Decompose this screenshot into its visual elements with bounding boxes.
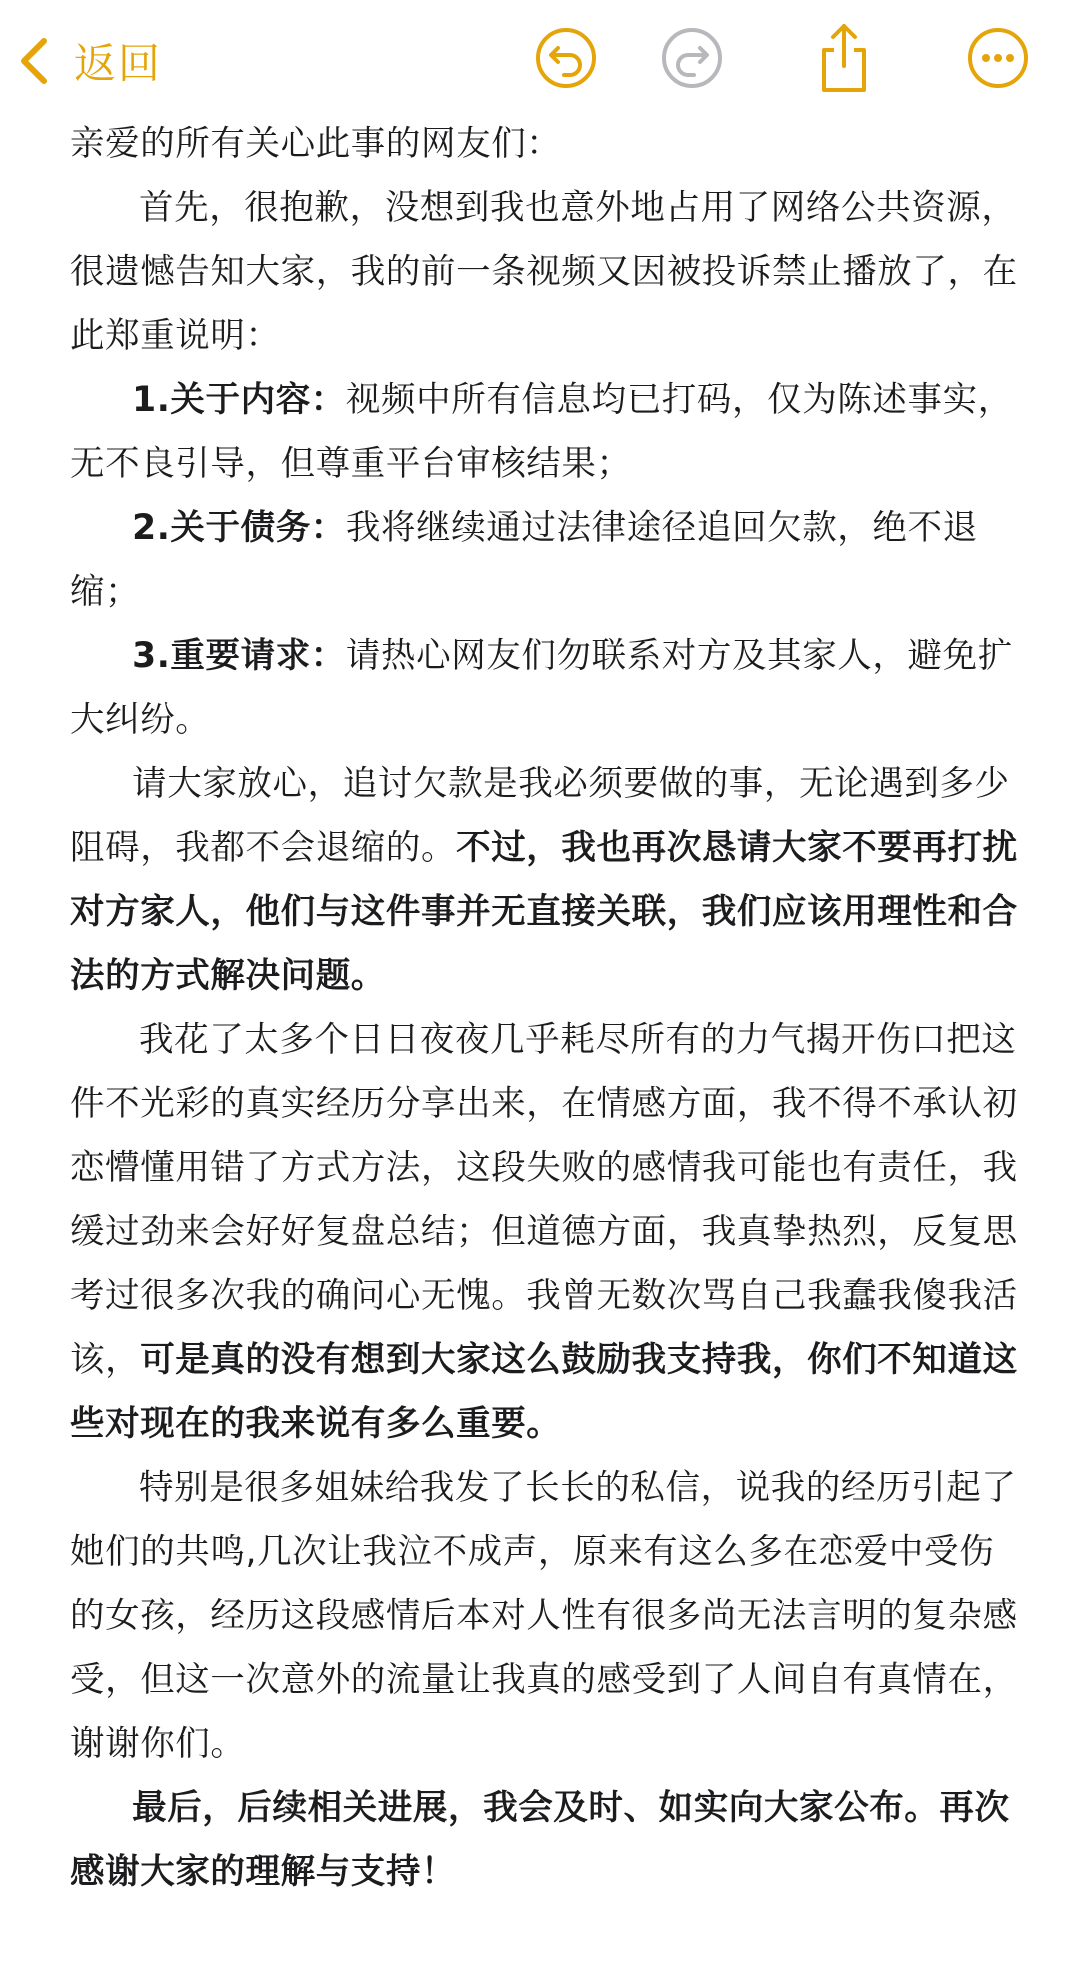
item-request-text: 请热心网友们勿联系对方及其家人，避免扩大纠纷。 — [70, 636, 1013, 740]
paragraph-reassure-text: 请大家放心，追讨欠款是我必须要做的事，无论遇到多少阻碍，我都不会退缩的。 — [70, 764, 1010, 868]
paragraph-reflection-text: 我花了太多个日日夜夜几乎耗尽所有的力气揭开伤口把这件不光彩的真实经历分享出来，在情感方面，我不得不承认初恋懵懂用错了方式方法，这段失败的感情我可能也有责任，我缓过劲来会好好复盘总结；但道德方面，我真挚热烈，反复思考过很多次我的确问心无愧。我曾无数次骂自己我蠢我傻我活该， — [70, 1020, 1018, 1380]
paragraph-reflection-bold: 可是真的没有想到大家这么鼓励我支持我，你们不知道这些对现在的我来说有多么重要。 — [70, 1340, 1018, 1444]
greeting: 亲爱的所有关心此事的网友们： — [70, 124, 562, 164]
paragraph-thanks: 特别是很多姐妹给我发了长长的私信，说我的经历引起了她们的共鸣,几次让我泣不成声，原来有这么多在恋爱中受伤的女孩，经历这段感情后本对人性有很多尚无法言明的复杂感受，但这一次意外的流量让我真的感受到了人间自有真情在，谢谢你们。 — [70, 1468, 1018, 1764]
undo-icon[interactable] — [534, 26, 598, 90]
item-content — [70, 368, 1020, 496]
item-debt-label: 2.关于债务： — [132, 508, 346, 548]
note-body[interactable] — [70, 112, 1020, 1904]
paragraph-reflection — [70, 1008, 1020, 1456]
paragraph-reassure-bold: 不过，我也再次恳请大家不要再打扰对方家人，他们与这件事并无直接关联，我们应该用理性和合法的方式解决问题。 — [70, 828, 1018, 996]
redo-icon[interactable] — [660, 26, 724, 90]
item-request-label: 3.重要请求： — [132, 636, 346, 676]
item-request — [70, 624, 1020, 752]
back-button[interactable] — [20, 26, 162, 96]
paragraph-reassure — [70, 752, 1020, 1008]
item-content-label: 1.关于内容： — [132, 380, 346, 420]
paragraph-intro: 首先，很抱歉，没想到我也意外地占用了网络公共资源，很遗憾告知大家，我的前一条视频又因被投诉禁止播放了，在此郑重说明： — [70, 188, 1018, 356]
toolbar — [0, 0, 1080, 120]
chevron-left-icon — [20, 38, 48, 84]
more-icon[interactable] — [966, 26, 1030, 90]
back-label: 返回 — [74, 39, 163, 88]
item-content-text: 视频中所有信息均已打码，仅为陈述事实，无不良引导，但尊重平台审核结果； — [70, 380, 1013, 484]
item-debt — [70, 496, 1020, 624]
share-icon[interactable] — [812, 22, 876, 86]
item-debt-text: 我将继续通过法律途径追回欠款，绝不退缩； — [70, 508, 978, 612]
paragraph-closing: 最后，后续相关进展，我会及时、如实向大家公布。再次感谢大家的理解与支持！ — [70, 1788, 1010, 1892]
